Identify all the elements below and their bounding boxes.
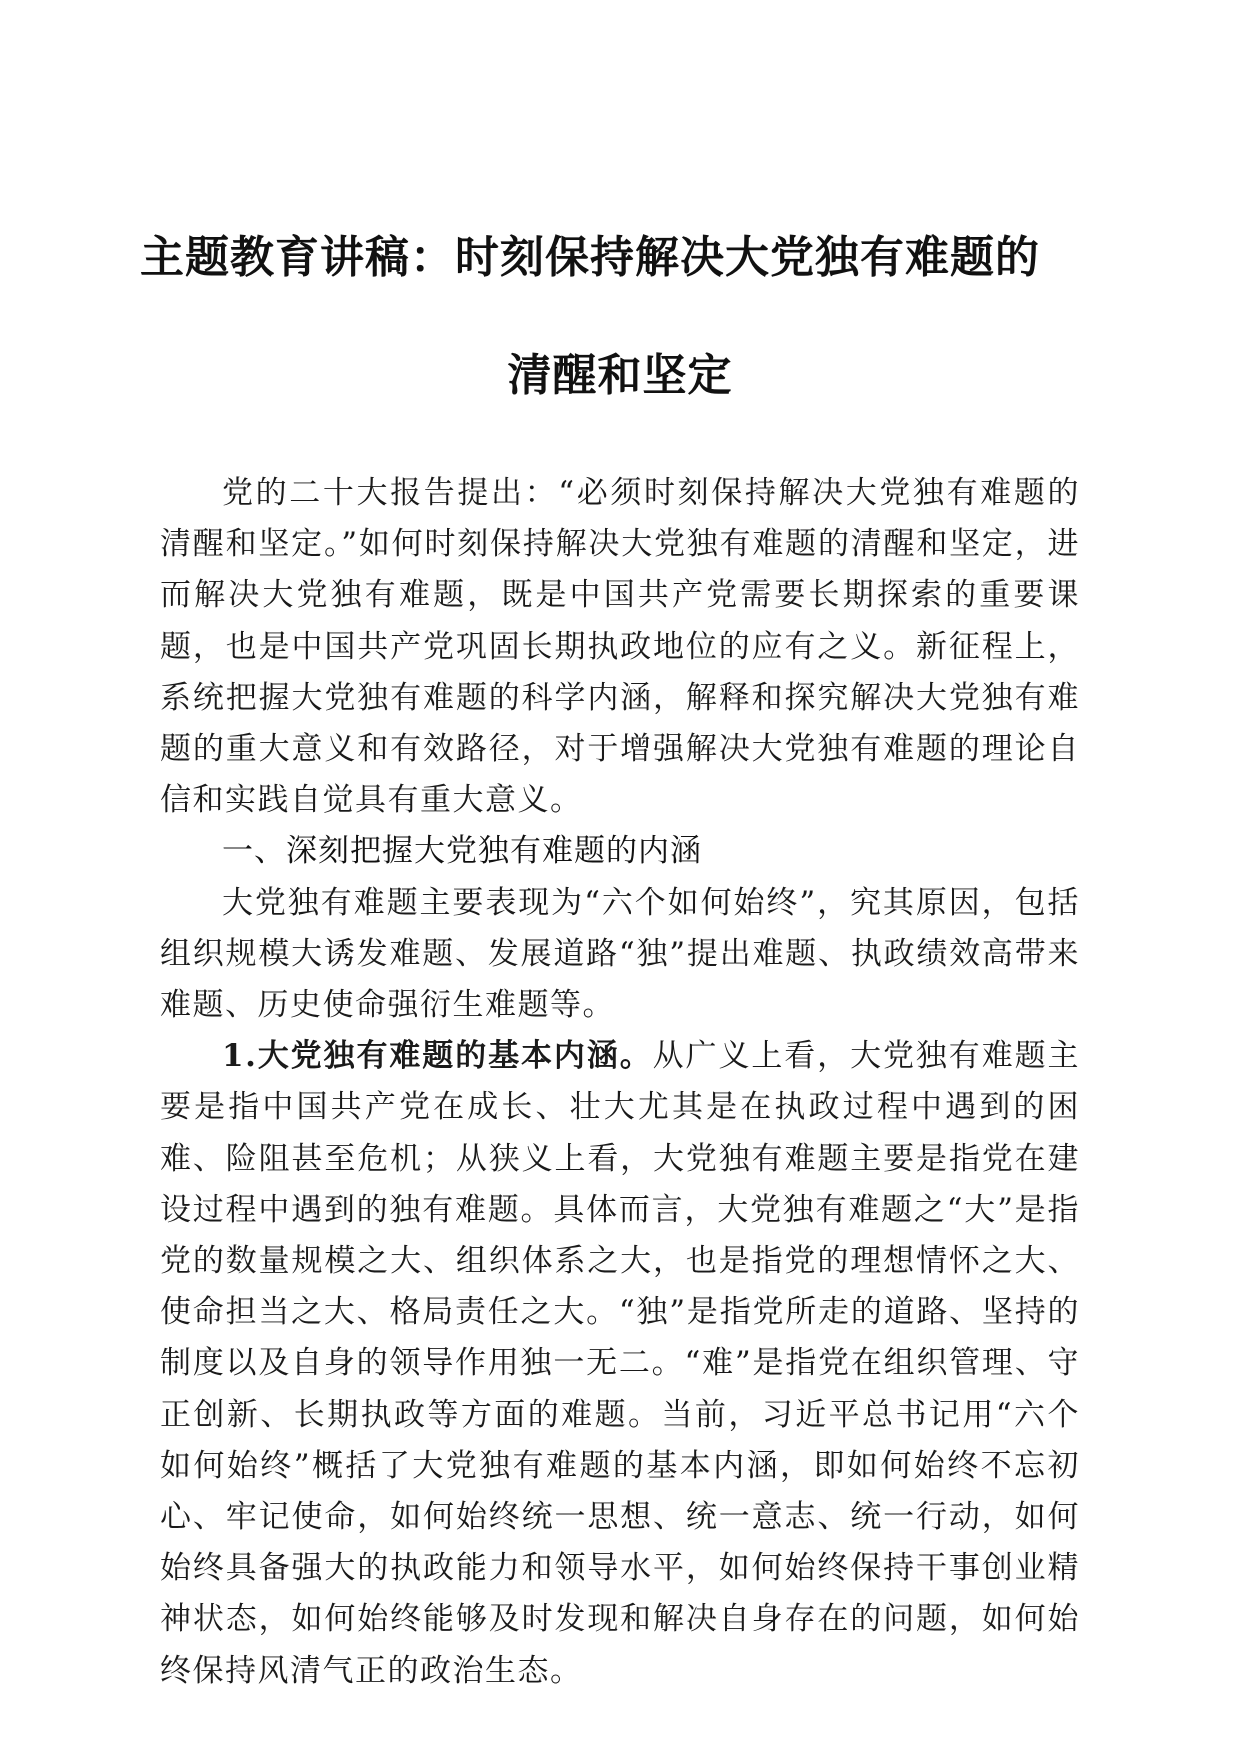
paragraph-basic-connotation <box>160 1031 1080 1697</box>
paragraph-lead-phrase: 1.大党独有难题的基本内涵。 <box>222 1038 653 1075</box>
document-body <box>160 468 1080 1697</box>
section-heading-1: 一、深刻把握大党独有难题的内涵 <box>222 833 702 870</box>
paragraph-intro: 党的二十大报告提出：“必须时刻保持解决大党独有难题的清醒和坚定。”如何时刻保持解决大党独有难题的清醒和坚定，进而解决大党独有难题，既是中国共产党需要长期探索的重要课题，也是中国共产党巩固长期执政地位的应有之义。新征程上，系统把握大党独有难题的科学内涵，解释和探究解决大党独有难题的重大意义和有效路径，对于增强解决大党独有难题的理论自信和实践自觉具有重大意义。 <box>160 475 1080 819</box>
document-title-line-1: 主题教育讲稿：时刻保持解决大党独有难题的 <box>140 232 1040 283</box>
document-title-line-2: 清醒和坚定 <box>507 350 733 401</box>
paragraph-section-summary: 大党独有难题主要表现为“六个如何始终”，究其原因，包括组织规模大诱发难题、发展道路“独”提出难题、执政绩效高带来难题、历史使命强衍生难题等。 <box>160 884 1080 1024</box>
paragraph-body-text: 从广义上看，大党独有难题主要是指中国共产党在成长、壮大尤其是在执政过程中遇到的困难、险阻甚至危机；从狭义上看，大党独有难题主要是指党在建设过程中遇到的独有难题。具体而言，大党独有难题之“大”是指党的数量规模之大、组织体系之大，也是指党的理想情怀之大、使命担当之大、格局责任之大。“独”是指党所走的道路、坚持的制度以及自身的领导作用独一无二。“难”是指党在组织管理、守正创新、长期执政等方面的难题。当前，习近平总书记用“六个如何始终”概括了大党独有难题的基本内涵，即如何始终不忘初心、牢记使命，如何始终统一思想、统一意志、统一行动，如何始终具备强大的执政能力和领导水平，如何始终保持干事创业精神状态，如何始终能够及时发现和解决自身存在的问题，如何始终保持风清气正的政治生态。 <box>160 1038 1080 1689</box>
